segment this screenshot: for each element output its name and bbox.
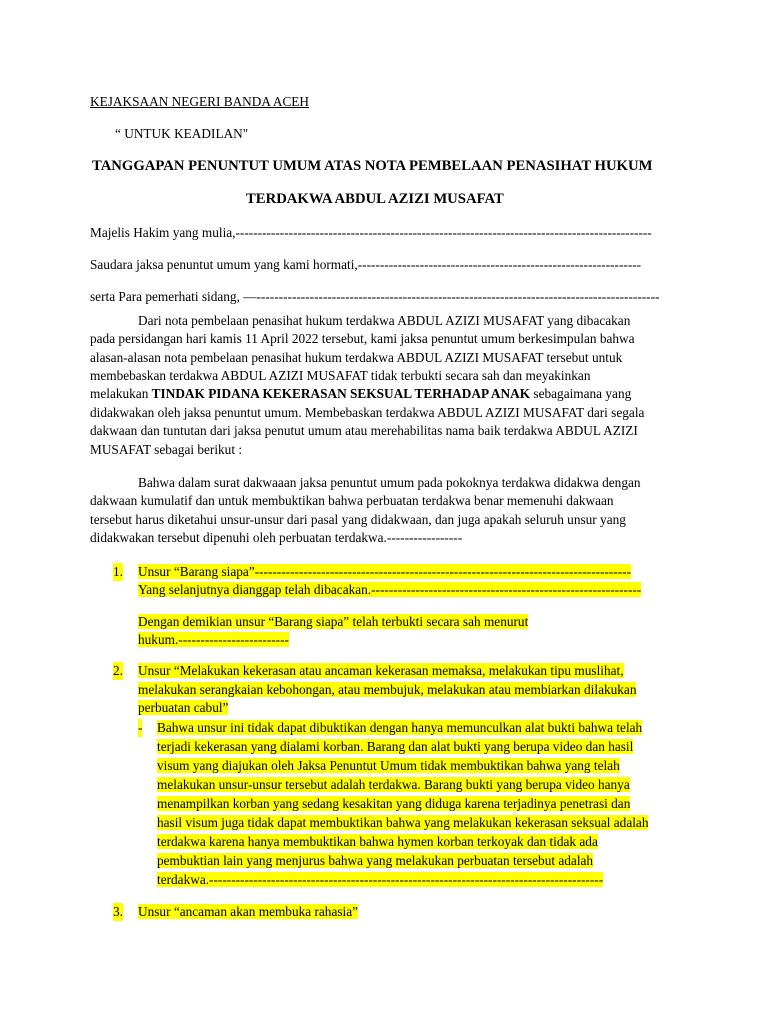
item2-line: perbuatan cabul” [138, 700, 229, 715]
sub-item-dash: - [138, 720, 143, 735]
item1-line: Yang selanjutnya dianggap telah dibacakan.------------------------------------------------------------- [138, 582, 642, 597]
para1-line: membebaskan terdakwa ABDUL AZIZI MUSAFAT tidak terbukti secara sah dan meyakinkan [90, 368, 591, 383]
item1-line: hukum.------------------------- [138, 632, 289, 647]
item2-sub-line: visum yang diajukan oleh Jaksa Penuntut Umum tidak membuktikan bahwa yang telah [157, 758, 620, 773]
para1-text: sebagaimana yang [530, 386, 632, 401]
para1-line: didakwakan oleh jaksa penuntut umum. Membebaskan terdakwa ABDUL AZIZI MUSAFAT dari segala [90, 405, 645, 420]
item-number: 1. [113, 564, 123, 579]
item2-line: melakukan serangkaian kebohongan, atau membujuk, melakukan atau membiarkan dilakukan [138, 682, 637, 697]
item2-line: Unsur “Melakukan kekerasan atau ancaman kekerasan memaksa, melakukan tipu muslihat, [138, 663, 624, 678]
item2-sub-line: terjadi kekerasan yang dialami korban. Barang dan alat bukti yang berupa video dan hasil [157, 739, 634, 754]
para1-line: MUSAFAT sebagai berikut : [90, 442, 243, 457]
para1-line: pada persidangan hari kamis 11 April 2022 tersebut, kami jaksa penuntut umum berkesimpulan bahwa [90, 331, 635, 346]
document-title-line-2: TERDAKWA ABDUL AZIZI MUSAFAT [246, 191, 504, 207]
item2-sub-line: menampilkan korban yang sedang kesakitan yang diduga karena terjadinya penetrasi dan [157, 796, 631, 811]
para2-line: dakwaan kumulatif dan untuk membuktikan bahwa perbuatan terdakwa benar memenuhi dakwaan [90, 493, 614, 508]
item2-sub-line: terdakwa karena hanya membuktikan bahwa hymen korban terkoyak dan tidak ada [157, 834, 598, 849]
office-header: KEJAKSAAN NEGERI BANDA ACEH [90, 94, 310, 109]
charge-name: TINDAK PIDANA KEKERASAN SEKSUAL TERHADAP ANAK [151, 386, 531, 401]
item2-sub-line: hasil visum juga tidak dapat membuktikan bahwa yang melakukan kekerasan seksual adalah [157, 815, 649, 830]
document-title-line-1: TANGGAPAN PENUNTUT UMUM ATAS NOTA PEMBELAAN PENASIHAT HUKUM [92, 158, 653, 174]
motto: “ UNTUK KEADILAN" [115, 126, 249, 141]
item-number: 2. [113, 663, 123, 678]
para1-line [90, 385, 631, 403]
salutation-judges: Majelis Hakim yang mulia,---------------------------------------------------------------------------------------------- [90, 225, 652, 240]
item2-sub-line: pembuktian lain yang menjurus bahwa yang melakukan perbuatan tersebut adalah [157, 853, 594, 868]
item2-sub-line: Bahwa unsur ini tidak dapat dibuktikan dengan hanya memunculkan alat bukti bahwa telah [157, 720, 643, 735]
salutation-prosecutor: Saudara jaksa penuntut umum yang kami hormati,---------------------------------------------------------------- [90, 257, 642, 272]
item1-line: Unsur “Barang siapa”------------------------------------------------------------------------------------- [138, 564, 632, 579]
para2-line: Bahwa dalam surat dakwaaan jaksa penuntut umum pada pokoknya terdakwa didakwa dengan [138, 475, 641, 490]
para1-line: Dari nota pembelaan penasihat hukum terdakwa ABDUL AZIZI MUSAFAT yang dibacakan [138, 313, 631, 328]
item-number: 3. [113, 904, 123, 919]
para1-line: dakwaan dan tuntutan dari jaksa penutut umum atau merehabilitas nama baik terdakwa ABDUL AZIZI [90, 423, 638, 438]
item1-line: Dengan demikian unsur “Barang siapa” telah terbukti secara sah menurut [138, 614, 529, 629]
para2-line: tersebut harus diketahui unsur-unsur dari pasal yang didakwaan, dan juga apakah seluruh unsur yang [90, 512, 626, 527]
item2-sub-line: melakukan unsur-unsur tersebut adalah terdakwa. Barang bukti yang berupa video hanya [157, 777, 630, 792]
para1-text: melakukan [90, 386, 152, 401]
salutation-audience: serta Para pemerhati sidang, —------------------------------------------------------------------------------------------- [90, 289, 660, 304]
para2-line: didakwakan tersebut dipenuhi oleh perbuatan terdakwa.----------------- [90, 530, 463, 545]
item2-sub-line: terdakwa.----------------------------------------------------------------------------------------- [157, 872, 604, 887]
para1-line: alasan-alasan nota pembelaan penasihat hukum terdakwa ABDUL AZIZI MUSAFAT tersebut untuk [90, 350, 623, 365]
item3-line: Unsur “ancaman akan membuka rahasia” [138, 904, 359, 919]
